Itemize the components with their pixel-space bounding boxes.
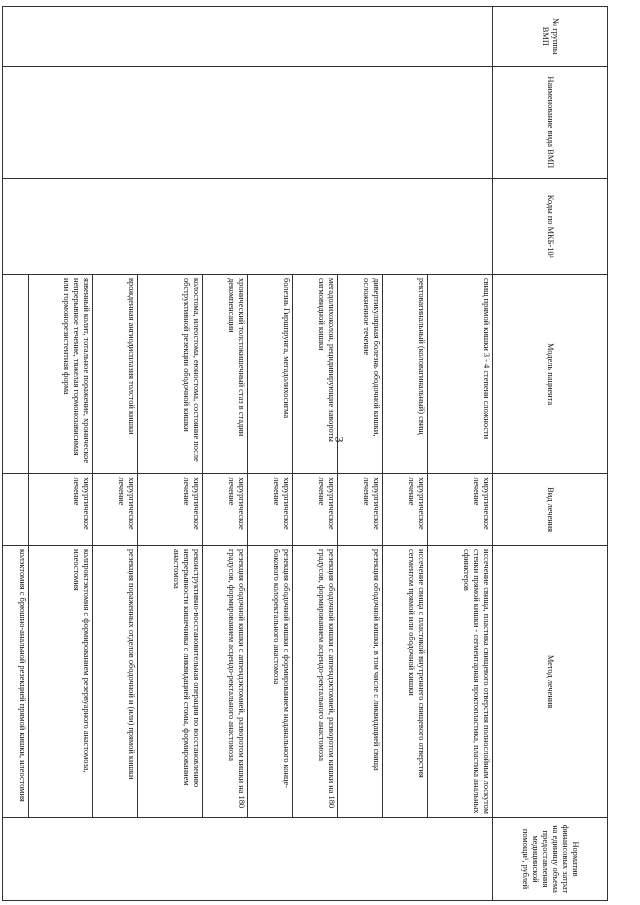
treatment-type-cell: хирургическое лечение (248, 474, 293, 546)
patient-model-cell: дивертикулярная болезнь ободочной кишки, осложненное течение (338, 274, 383, 473)
treatment-type-cell: хирургическое лечение (28, 474, 93, 546)
treatment-method-cell: иссечение свища с пластикой внутреннего свищевого отверстия сегментом прямой или ободочной кишки (383, 545, 428, 817)
patient-model-cell: мегадолихоколон, рецидивирующие завороты сигмовидной кишки (293, 274, 338, 473)
treatment-method-cell: резекция ободочной кишки с формированием наданального конце-бокового колоректального анастомоза (248, 545, 293, 817)
document-sheet (2, 6, 608, 901)
icd-codes-cell (3, 178, 493, 274)
treatment-method-cell: резекция ободочной кишки с аппендэктомией, разворотом кишки на 180 градусов, формированием асцендо-ректального анастомоза (203, 545, 248, 817)
patient-model-cell: свищ прямой кишки 3 - 4 степени сложности (428, 274, 493, 473)
treatment-type-cell: хирургическое лечение (338, 474, 383, 546)
cost-norm-cell (3, 818, 493, 901)
treatment-type-cell (3, 474, 29, 546)
table-header-row (493, 7, 608, 901)
header-patient-model: Модель пациента (493, 274, 608, 473)
page-number: 3 (332, 436, 347, 443)
patient-model-cell (3, 274, 29, 473)
patient-model-cell: ректовагинальный (коловагинальный) свищ (383, 274, 428, 473)
patient-model-cell: язвенный колит, тотальное поражение, хроническое непрерывное течение, тяжелая гормонозависимая или гормонорезистентная форма (28, 274, 93, 473)
table-row (428, 7, 493, 901)
treatment-method-cell: резекция ободочной кишки с аппендэктомией, разворотом кишки на 180 градусов, формированием асцендо-ректального анастомоза (293, 545, 338, 817)
treatment-type-cell: хирургическое лечение (138, 474, 203, 546)
vmp-name-cell (3, 66, 493, 178)
treatment-type-cell: хирургическое лечение (203, 474, 248, 546)
patient-model-cell: колостома, илеостома, еюностома, состояние после обструктивной резекции ободочной кишки (138, 274, 203, 473)
treatment-method-cell: колэктомия с брюшно-анальной резекцией прямой кишки, илеостомия (3, 545, 29, 817)
patient-model-cell: хронический толстокишечный стаз в стадии декомпенсации (203, 274, 248, 473)
header-treatment-type: Вид лечения (493, 474, 608, 546)
treatment-type-cell: хирургическое лечение (93, 474, 138, 546)
treatment-method-cell: резекция ободочной кишки, в том числе с ликвидацией свища (338, 545, 383, 817)
treatment-method-cell: реконструктивно-восстановительная операция по восстановлению непрерывности кишечника с ликвидацией стомы, формированием анастомоза (138, 545, 203, 817)
patient-model-cell: болезнь Гиршпрунга, мегадолихосигма (248, 274, 293, 473)
header-group-number: № группы ВМП (493, 7, 608, 67)
treatment-type-cell: хирургическое лечение (428, 474, 493, 546)
group-number-cell (3, 7, 493, 67)
treatment-method-cell: иссечение свища, пластика свищевого отверстия полнослойным лоскутом стенки прямой кишки - сегментарная проктопластика, пластика анальных сфинктеров (428, 545, 493, 817)
treatment-method-cell: резекция пораженных отделов ободочной и (или) прямой кишки (93, 545, 138, 817)
treatment-table (2, 6, 608, 901)
header-icd-codes: Коды по МКБ-10¹ (493, 178, 608, 274)
treatment-type-cell: хирургическое лечение (293, 474, 338, 546)
patient-model-cell: врожденная ангиодисплазия толстой кишки (93, 274, 138, 473)
header-treatment-method: Метод лечения (493, 545, 608, 817)
treatment-type-cell: хирургическое лечение (383, 474, 428, 546)
treatment-method-cell: колпроктэктомия с формированием резервуарного анастомоза, илеостомия (28, 545, 93, 817)
header-vmp-name: Наименование вида ВМП (493, 66, 608, 178)
header-cost-norm: Норматив финансовых затрат на единицу объема предоставления медицинской помощи¹, рублей (493, 818, 608, 901)
